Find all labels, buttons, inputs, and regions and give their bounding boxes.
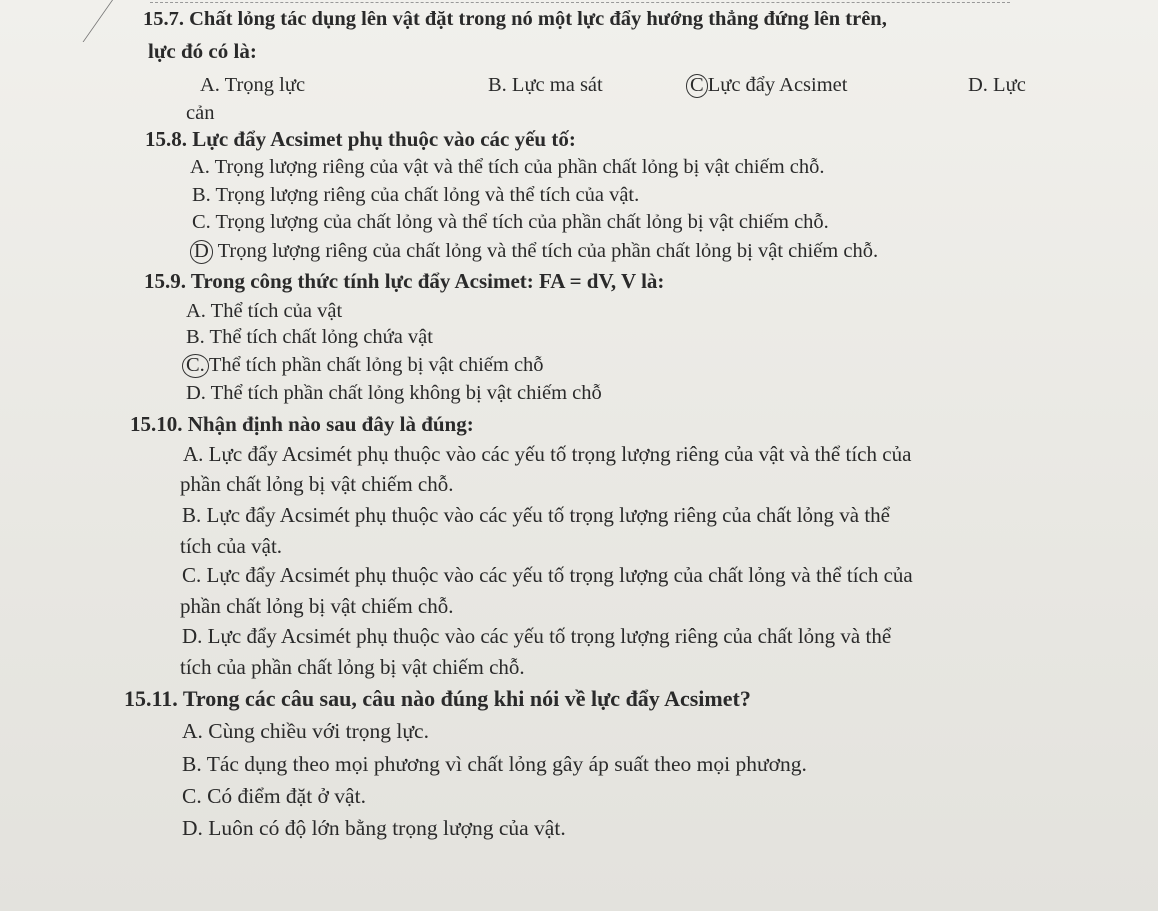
option-15-9-c [188,354,544,378]
option-15-7-b: B. Lực ma sát [488,74,603,96]
option-15-9-b: B. Thể tích chất lỏng chứa vật [186,326,433,348]
option-15-10-a-cont: phần chất lỏng bị vật chiếm chỗ. [180,472,454,496]
option-15-10-d-cont: tích của phần chất lỏng bị vật chiếm chỗ. [180,655,525,679]
margin-line [83,0,145,42]
option-15-10-c-cont: phần chất lỏng bị vật chiếm chỗ. [180,594,454,618]
top-rule [150,2,1010,3]
question-15-8-title: 15.8. Lực đẩy Acsimet phụ thuộc vào các yếu tố: [145,127,576,151]
option-15-7-a: A. Trọng lực [200,74,306,96]
option-15-8-b: B. Trọng lượng riêng của chất lỏng và thể tích của vật. [192,184,640,206]
option-15-10-b-cont: tích của vật. [180,534,283,558]
option-15-9-a: A. Thể tích của vật [186,300,343,322]
option-15-11-a: A. Cùng chiều với trọng lực. [182,719,429,743]
option-15-7-c-text: Lực đẩy Acsimet [707,74,848,96]
option-15-11-c: C. Có điểm đặt ở vật. [182,784,366,808]
question-15-9-title: 15.9. Trong công thức tính lực đẩy Acsimet: FA = dV, V là: [144,269,665,293]
option-15-7-d: D. Lực [968,74,1026,96]
answer-circle-15-9: C. [182,354,209,378]
option-15-10-c: C. Lực đẩy Acsimét phụ thuộc vào các yếu tố trọng lượng của chất lỏng và thể tích của [182,563,913,587]
option-15-8-d-text: Trọng lượng riêng của chất lỏng và thể tích của phần chất lỏng bị vật chiếm chỗ. [212,240,879,262]
answer-circle-15-8: D [190,240,213,264]
option-15-10-b: B. Lực đẩy Acsimét phụ thuộc vào các yếu tố trọng lượng riêng của chất lỏng và thể [182,503,891,527]
question-15-7-title-cont: lực đó có là: [148,39,257,63]
option-15-9-c-text: Thể tích phần chất lỏng bị vật chiếm chỗ [208,354,544,376]
option-15-11-b: B. Tác dụng theo mọi phương vì chất lỏng gây áp suất theo mọi phương. [182,752,807,776]
option-15-10-a: A. Lực đẩy Acsimét phụ thuộc vào các yếu tố trọng lượng riêng của vật và thể tích của [183,442,912,466]
option-15-8-c: C. Trọng lượng của chất lỏng và thể tích của phần chất lỏng bị vật chiếm chỗ. [192,211,829,233]
question-15-11-title: 15.11. Trong các câu sau, câu nào đúng khi nói về lực đẩy Acsimet? [124,686,751,711]
option-15-8-a: A. Trọng lượng riêng của vật và thể tích của phần chất lỏng bị vật chiếm chỗ. [190,156,825,178]
option-15-7-d-cont: cản [186,102,215,124]
question-15-7-title: 15.7. Chất lỏng tác dụng lên vật đặt trong nó một lực đẩy hướng thẳng đứng lên trên, [143,8,887,30]
answer-circle-15-7: C [686,74,708,98]
option-15-9-d: D. Thể tích phần chất lỏng không bị vật chiếm chỗ [186,382,602,404]
question-15-10-title: 15.10. Nhận định nào sau đây là đúng: [130,412,474,436]
option-15-8-d [196,240,878,264]
option-15-10-d: D. Lực đẩy Acsimét phụ thuộc vào các yếu tố trọng lượng riêng của chất lỏng và thể [182,624,892,648]
option-15-7-c [692,74,847,98]
option-15-11-d: D. Luôn có độ lớn bằng trọng lượng của vật. [182,816,566,840]
